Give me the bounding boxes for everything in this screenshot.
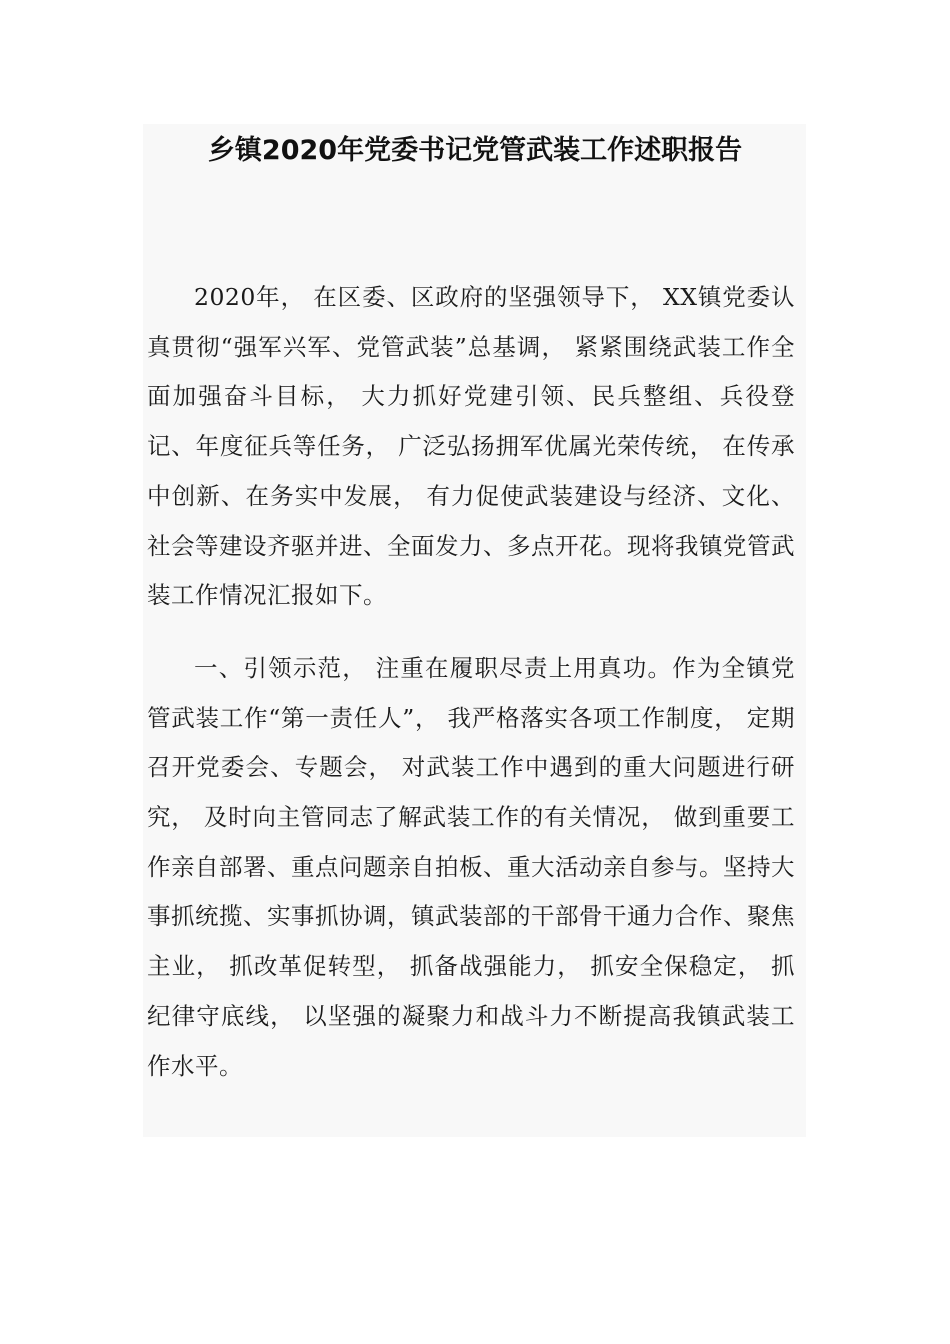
- paragraph-intro: 2020年， 在区委、区政府的坚强领导下， XX镇党委认真贯彻“强军兴军、党管武装”总基调， 紧紧围绕武装工作全面加强奋斗目标， 大力抓好党建引领、民兵整组、兵役登记、年度征兵等任务， 广泛弘扬拥军优属光荣传统， 在传承中创新、在务实中发展， 有力促使武装建设与经济、文化、社会等建设齐驱并进、全面发力、多点开花。现将我镇党管武装工作情况汇报如下。: [147, 283, 795, 610]
- document-body: [147, 273, 795, 1091]
- document-title: 乡镇2020年党委书记党管武装工作述职报告: [207, 135, 743, 166]
- paragraph-section-one: 一、引领示范， 注重在履职尽责上用真功。作为全镇党管武装工作“第一责任人”， 我严格落实各项工作制度， 定期召开党委会、专题会， 对武装工作中遇到的重大问题进行研究， 及时向主管同志了解武装工作的有关情况， 做到重要工作亲自部署、重点问题亲自拍板、重大活动亲自参与。坚持大事抓统揽、实事抓协调，镇武装部的干部骨干通力合作、聚焦主业， 抓改革促转型， 抓备战强能力， 抓安全保稳定， 抓纪律守底线， 以坚强的凝聚力和战斗力不断提高我镇武装工作水平。: [147, 653, 795, 1080]
